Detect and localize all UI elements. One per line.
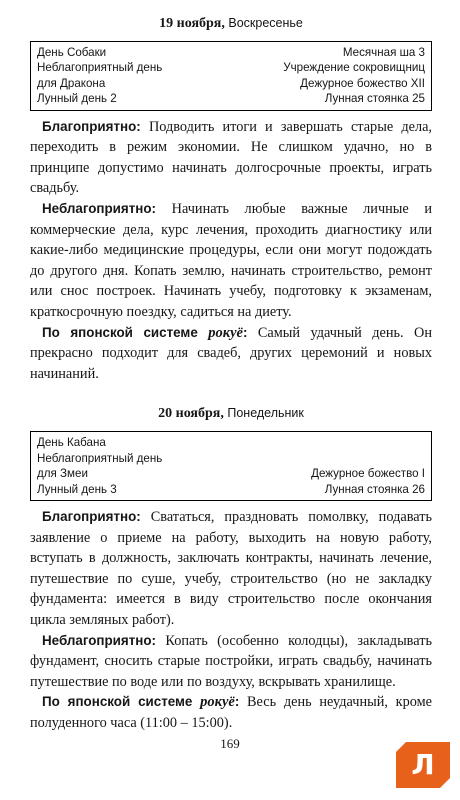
japanese-system-paragraph bbox=[30, 323, 432, 385]
day-weekday: Понедельник bbox=[227, 406, 304, 421]
day-info-box bbox=[30, 431, 432, 501]
day-date: 19 ноября, bbox=[159, 16, 225, 31]
colon: : bbox=[234, 694, 240, 710]
japanese-system-label: По японской системе bbox=[42, 694, 193, 710]
unfavorable-label: Неблагоприятно: bbox=[42, 201, 157, 216]
favorable-label: Благоприятно: bbox=[42, 118, 141, 134]
page-number: 169 bbox=[220, 736, 240, 751]
info-left-column bbox=[37, 435, 162, 497]
favorable-paragraph bbox=[30, 117, 432, 199]
rokuyo-term: рокуё bbox=[208, 324, 243, 341]
day-date: 20 ноября, bbox=[158, 406, 224, 422]
info-line: День Собаки bbox=[37, 46, 107, 59]
info-right-column bbox=[311, 435, 425, 497]
japanese-system-paragraph bbox=[30, 692, 432, 733]
page-content bbox=[30, 14, 432, 734]
info-line: Лунный день 2 bbox=[37, 92, 117, 106]
info-line: Неблагоприятный день bbox=[37, 451, 163, 465]
japanese-system-text: Весь день неудачный, кроме полуденного часа (11:00 – 15:00). bbox=[30, 694, 433, 731]
day-header bbox=[30, 404, 432, 423]
favorable-label: Благоприятно: bbox=[42, 508, 141, 524]
favorable-text: Подводить итоги и завершать старые дела, переходить в режим экономии. Не слишком удачно, но в принципе допустимо начинать долгосрочные проекты, играть свадьбу. bbox=[30, 118, 433, 197]
favorable-paragraph bbox=[30, 507, 432, 631]
info-line: Лунная стоянка 26 bbox=[324, 482, 425, 496]
unfavorable-paragraph bbox=[30, 631, 432, 693]
japanese-system-text: Самый удачный день. Он прекрасно подходит для свадеб, других церемоний и новых начинаний. bbox=[30, 324, 433, 382]
labirint-logo-icon bbox=[396, 740, 450, 788]
favorable-text: Свататься, праздновать помолвку, подавать заявление о приеме на работу, выходить на новую работу, вступать в должность, заключать контракты, начинать лечение, путешествие по суше, учебу, строительство (но не закладку фундамента: имеется в виду строительство после окончания цикла земляных работ). bbox=[30, 508, 432, 628]
rokuyo-term: рокуё bbox=[200, 694, 235, 711]
section-gap bbox=[30, 384, 432, 404]
unfavorable-text: Копать (особенно колодцы), закладывать фундамент, сносить старые постройки, играть свадьбу, начинать путешествие по воде или по воздуху, вскрывать хранилище. bbox=[30, 632, 432, 690]
info-line: для Змеи bbox=[37, 467, 88, 481]
japanese-system-label: По японской системе bbox=[42, 324, 198, 340]
info-line: Учреждение сокровищниц bbox=[283, 61, 425, 75]
info-line: Месячная ша 3 bbox=[342, 46, 425, 59]
info-line: Дежурное божество XII bbox=[300, 76, 425, 90]
day-info-box bbox=[30, 41, 432, 111]
colon: : bbox=[242, 324, 248, 340]
logo-letter: Л bbox=[411, 748, 435, 781]
info-line: Лунная стоянка 25 bbox=[324, 92, 425, 106]
info-line: Неблагоприятный день bbox=[37, 61, 163, 75]
unfavorable-label: Неблагоприятно: bbox=[42, 632, 157, 648]
unfavorable-paragraph bbox=[30, 199, 432, 323]
unfavorable-text: Начинать любые важные личные и коммерческие дела, курс лечения, проходить диагностику или какие-либо медицинские процедуры, если они могут подождать до другого дня. Копать землю, начинать строительство, ремонт или снос построек. Начинать учебу, подготовку к экзаменам, краткосрочную поездку, садиться на диету. bbox=[30, 201, 433, 320]
info-line: Дежурное божество I bbox=[311, 467, 425, 481]
info-line: Лунный день 3 bbox=[37, 482, 117, 496]
info-right-column bbox=[283, 45, 425, 107]
day-header bbox=[30, 14, 432, 33]
info-line: День Кабана bbox=[37, 436, 106, 450]
day-weekday: Воскресенье bbox=[228, 16, 303, 30]
info-left-column bbox=[37, 45, 162, 107]
info-line: для Дракона bbox=[37, 76, 106, 90]
